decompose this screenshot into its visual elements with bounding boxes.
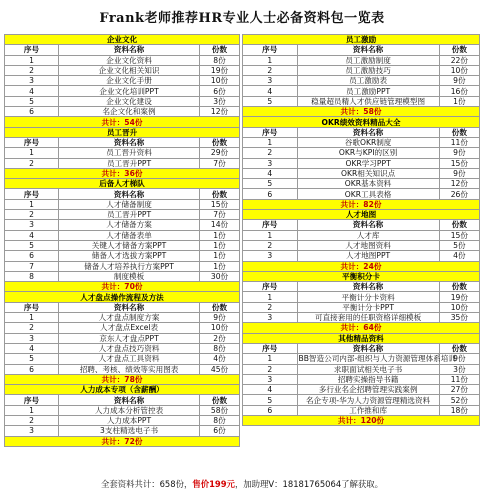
section-title: 其他精品资料 xyxy=(243,333,480,343)
row-count: 1份 xyxy=(200,230,240,240)
header-name: 资料名称 xyxy=(59,189,200,199)
row-count: 45份 xyxy=(200,364,240,374)
table-row xyxy=(5,240,240,250)
table-row xyxy=(243,292,480,302)
table-row xyxy=(5,271,240,281)
table-row xyxy=(5,261,240,271)
section-total-row xyxy=(5,436,240,446)
header-count: 份数 xyxy=(439,343,479,353)
section-title: 平衡积分卡 xyxy=(243,271,480,281)
row-index: 1 xyxy=(243,230,298,240)
section-total-row xyxy=(243,199,480,209)
row-index: 6 xyxy=(5,107,59,117)
row-index: 5 xyxy=(5,96,59,106)
row-count: 11份 xyxy=(439,137,479,147)
row-index: 2 xyxy=(5,210,59,220)
row-name: 企业文化培训PPT xyxy=(59,86,200,96)
row-index: 3 xyxy=(243,313,298,323)
table-row xyxy=(5,107,240,117)
column-header-row xyxy=(5,395,240,405)
row-name: OKR相关知识点 xyxy=(297,168,439,178)
header-name: 资料名称 xyxy=(59,395,200,405)
section-title: 企业文化 xyxy=(5,35,240,45)
right-sheet-table xyxy=(242,34,480,426)
row-index: 1 xyxy=(243,137,298,147)
row-index: 3 xyxy=(243,76,298,86)
row-name: 企业文化资料 xyxy=(59,55,200,65)
row-index: 5 xyxy=(243,96,298,106)
row-count: 9份 xyxy=(439,148,479,158)
section-title: 员工激励 xyxy=(243,35,480,45)
header-no: 序号 xyxy=(5,137,59,147)
row-count: 9份 xyxy=(200,313,240,323)
row-index: 3 xyxy=(243,251,298,261)
row-index: 4 xyxy=(243,385,298,395)
row-count: 8份 xyxy=(200,343,240,353)
row-name: 名企文化和案例 xyxy=(59,107,200,117)
row-name: 人才储备表单 xyxy=(59,230,200,240)
section-total-row xyxy=(5,282,240,292)
section-title-row xyxy=(243,117,480,127)
row-count: 10份 xyxy=(439,302,479,312)
table-row xyxy=(243,240,480,250)
table-row xyxy=(5,354,240,364)
header-no: 序号 xyxy=(243,282,298,292)
row-name: 人才地图资料 xyxy=(297,240,439,250)
row-index: 3 xyxy=(5,76,59,86)
row-name: 员工激励PPT xyxy=(297,86,439,96)
footer-suffix: ，加助理V：18181765064了解获取。 xyxy=(234,479,384,489)
section-total-row xyxy=(5,117,240,127)
footer-summary xyxy=(0,474,484,494)
row-count: 11份 xyxy=(439,374,479,384)
column-header-row xyxy=(5,302,240,312)
row-index: 1 xyxy=(243,292,298,302)
table-row xyxy=(243,395,480,405)
section-title-row xyxy=(5,35,240,45)
row-index: 4 xyxy=(5,343,59,353)
column-header-row xyxy=(5,189,240,199)
section-title: 后备人才梯队 xyxy=(5,179,240,189)
header-count: 份数 xyxy=(439,45,479,55)
row-index: 2 xyxy=(243,65,298,75)
header-count: 份数 xyxy=(439,282,479,292)
row-count: 10份 xyxy=(439,65,479,75)
row-name: 谷歌OKR制度 xyxy=(297,137,439,147)
header-name: 资料名称 xyxy=(59,137,200,147)
header-count: 份数 xyxy=(200,302,240,312)
row-index: 4 xyxy=(243,168,298,178)
row-count: 15份 xyxy=(200,199,240,209)
row-index: 4 xyxy=(243,86,298,96)
section-total: 共计：58份 xyxy=(243,107,480,117)
row-name: 人才盘点制度方案 xyxy=(59,313,200,323)
row-index: 7 xyxy=(5,261,59,271)
row-count: 27份 xyxy=(439,385,479,395)
row-count: 10份 xyxy=(200,323,240,333)
header-no: 序号 xyxy=(5,302,59,312)
row-count: 14份 xyxy=(200,220,240,230)
row-index: 3 xyxy=(243,374,298,384)
row-index: 2 xyxy=(5,415,59,425)
row-count: 26份 xyxy=(439,189,479,199)
section-title-row xyxy=(243,333,480,343)
footer-prefix: 全套资料共计：658份， xyxy=(100,479,193,489)
header-name: 资料名称 xyxy=(297,343,439,353)
table-row xyxy=(5,158,240,168)
row-index: 2 xyxy=(243,240,298,250)
row-count: 9份 xyxy=(439,354,479,364)
row-count: 15份 xyxy=(439,158,479,168)
footer-price: 售价199元 xyxy=(192,479,235,489)
row-count: 12份 xyxy=(439,179,479,189)
row-name: 储备人才培养执行方案PPT xyxy=(59,261,200,271)
row-index: 5 xyxy=(5,240,59,250)
row-name: 员工激励表 xyxy=(297,76,439,86)
header-name: 资料名称 xyxy=(297,220,439,230)
row-index: 2 xyxy=(5,323,59,333)
row-name: 平衡计分卡PPT xyxy=(297,302,439,312)
row-index: 6 xyxy=(243,189,298,199)
row-count: 19份 xyxy=(200,65,240,75)
row-index: 1 xyxy=(5,199,59,209)
row-count: 6份 xyxy=(200,86,240,96)
header-name: 资料名称 xyxy=(59,302,200,312)
section-total-row xyxy=(5,168,240,178)
column-header-row xyxy=(5,45,240,55)
row-index: 2 xyxy=(243,148,298,158)
table-row xyxy=(5,323,240,333)
header-count: 份数 xyxy=(439,127,479,137)
table-row xyxy=(243,374,480,384)
header-count: 份数 xyxy=(200,395,240,405)
page-title: Frank老师推荐HR专业人士必备资料包一览表 xyxy=(99,11,385,26)
row-count: 7份 xyxy=(200,158,240,168)
row-count: 58份 xyxy=(200,405,240,415)
header-count: 份数 xyxy=(439,220,479,230)
section-total: 共计：70份 xyxy=(5,282,240,292)
header-count: 份数 xyxy=(200,189,240,199)
table-row xyxy=(5,364,240,374)
row-count: 35份 xyxy=(439,313,479,323)
row-name: 京东人才盘点PPT xyxy=(59,333,200,343)
column-header-row xyxy=(243,220,480,230)
row-name: 招聘实操指导书籍 xyxy=(297,374,439,384)
table-row xyxy=(243,86,480,96)
section-total-row xyxy=(243,323,480,333)
row-name: OKR基本资料 xyxy=(297,179,439,189)
header-no: 序号 xyxy=(243,45,298,55)
header-no: 序号 xyxy=(5,189,59,199)
section-title-row xyxy=(243,210,480,220)
table-row xyxy=(5,148,240,158)
row-count: 8份 xyxy=(200,415,240,425)
row-index: 4 xyxy=(5,230,59,240)
section-title-row xyxy=(5,127,240,137)
section-total: 共计：82份 xyxy=(243,199,480,209)
row-index: 5 xyxy=(5,354,59,364)
section-total-row xyxy=(243,261,480,271)
row-name: 平衡计分卡资料 xyxy=(297,292,439,302)
right-column xyxy=(242,34,480,426)
row-count: 22份 xyxy=(439,55,479,65)
row-count: 18份 xyxy=(439,405,479,415)
header-name: 资料名称 xyxy=(297,45,439,55)
table-row xyxy=(243,76,480,86)
section-title-row xyxy=(5,292,240,302)
row-index: 4 xyxy=(5,86,59,96)
table-row xyxy=(243,96,480,106)
table-row xyxy=(243,313,480,323)
section-title: OKR绩效资料精品大全 xyxy=(243,117,480,127)
row-index: 1 xyxy=(5,148,59,158)
row-count: 15份 xyxy=(439,230,479,240)
row-index: 1 xyxy=(5,55,59,65)
section-total: 共计：120份 xyxy=(243,415,480,425)
section-total: 共计：54份 xyxy=(5,117,240,127)
row-name: 关键人才储备方案PPT xyxy=(59,240,200,250)
table-row xyxy=(5,405,240,415)
section-title: 人才地图 xyxy=(243,210,480,220)
row-index: 1 xyxy=(243,55,298,65)
header-no: 序号 xyxy=(5,395,59,405)
table-row xyxy=(5,65,240,75)
row-count: 1份 xyxy=(200,261,240,271)
column-header-row xyxy=(243,282,480,292)
row-count: 19份 xyxy=(439,292,479,302)
section-total: 共计：36份 xyxy=(5,168,240,178)
table-row xyxy=(243,189,480,199)
row-count: 29份 xyxy=(200,148,240,158)
header-no: 序号 xyxy=(243,343,298,353)
row-count: 1份 xyxy=(200,251,240,261)
table-row xyxy=(5,230,240,240)
row-name: 人力成本PPT xyxy=(59,415,200,425)
row-name: 可直接套用的任职资格详细模板 xyxy=(297,313,439,323)
table-row xyxy=(5,86,240,96)
row-count: 6份 xyxy=(200,426,240,436)
row-name: 多行业名企招聘管理实践案例 xyxy=(297,385,439,395)
table-row xyxy=(243,405,480,415)
table-row xyxy=(5,210,240,220)
row-name: 企业文化建设 xyxy=(59,96,200,106)
row-count: 1份 xyxy=(439,96,479,106)
header-no: 序号 xyxy=(243,127,298,137)
row-count: 9份 xyxy=(439,168,479,178)
section-title-row xyxy=(243,271,480,281)
row-index: 2 xyxy=(243,302,298,312)
table-row xyxy=(5,96,240,106)
table-row xyxy=(243,179,480,189)
row-count: 52份 xyxy=(439,395,479,405)
header-count: 份数 xyxy=(200,45,240,55)
row-name: 储备人才选拔方案PPT xyxy=(59,251,200,261)
row-count: 3份 xyxy=(200,96,240,106)
row-name: 3支柱精选电子书 xyxy=(59,426,200,436)
row-name: 工作推和库 xyxy=(297,405,439,415)
row-name: 人才盘点工具资料 xyxy=(59,354,200,364)
header-name: 资料名称 xyxy=(297,282,439,292)
row-name: 员工晋升PPT xyxy=(59,210,200,220)
section-total: 共计：64份 xyxy=(243,323,480,333)
column-header-row xyxy=(243,127,480,137)
column-header-row xyxy=(5,137,240,147)
row-index: 3 xyxy=(243,158,298,168)
row-count: 10份 xyxy=(200,76,240,86)
row-count: 16份 xyxy=(439,86,479,96)
row-name: 员工激励技巧 xyxy=(297,65,439,75)
row-index: 1 xyxy=(5,405,59,415)
table-row xyxy=(243,148,480,158)
table-row xyxy=(5,426,240,436)
row-name: 员工晋升资料 xyxy=(59,148,200,158)
row-name: 人才地图PPT xyxy=(297,251,439,261)
row-count: 5份 xyxy=(439,240,479,250)
table-row xyxy=(5,76,240,86)
section-title: 员工晋升 xyxy=(5,127,240,137)
table-row xyxy=(5,55,240,65)
header-no: 序号 xyxy=(243,220,298,230)
row-count: 1份 xyxy=(200,240,240,250)
row-index: 6 xyxy=(5,364,59,374)
section-total: 共计：72份 xyxy=(5,436,240,446)
table-row xyxy=(243,55,480,65)
table-row xyxy=(5,313,240,323)
row-index: 8 xyxy=(5,271,59,281)
section-total: 共计：78份 xyxy=(5,374,240,384)
section-total-row xyxy=(5,374,240,384)
row-index: 5 xyxy=(243,179,298,189)
row-count: 4份 xyxy=(200,354,240,364)
left-column xyxy=(4,34,240,447)
row-count: 8份 xyxy=(200,55,240,65)
table-row xyxy=(5,415,240,425)
section-title: 人才盘点操作流程及方法 xyxy=(5,292,240,302)
header-count: 份数 xyxy=(200,137,240,147)
row-index: 2 xyxy=(5,158,59,168)
row-count: 12份 xyxy=(200,107,240,117)
table-row xyxy=(243,230,480,240)
table-row xyxy=(5,251,240,261)
table-row xyxy=(5,333,240,343)
row-name: 人才储备方案 xyxy=(59,220,200,230)
row-name: 人才储备制度 xyxy=(59,199,200,209)
section-total-row xyxy=(243,107,480,117)
row-name: 求职面试相关电子书 xyxy=(297,364,439,374)
row-index: 5 xyxy=(243,395,298,405)
header-no: 序号 xyxy=(5,45,59,55)
header-name: 资料名称 xyxy=(59,45,200,55)
table-row xyxy=(5,199,240,209)
row-name: 企业文化手册 xyxy=(59,76,200,86)
row-count: 3份 xyxy=(439,364,479,374)
table-row xyxy=(243,354,480,364)
row-name: 人才盘点技巧资料 xyxy=(59,343,200,353)
table-row xyxy=(243,137,480,147)
table-row xyxy=(243,168,480,178)
row-name: 招聘、考核、绩效等实用图表 xyxy=(59,364,200,374)
table-row xyxy=(5,343,240,353)
row-index: 3 xyxy=(5,220,59,230)
table-row xyxy=(5,220,240,230)
row-name: 人才库 xyxy=(297,230,439,240)
table-row xyxy=(243,385,480,395)
section-title-row xyxy=(5,385,240,395)
section-total: 共计：24份 xyxy=(243,261,480,271)
row-index: 6 xyxy=(243,405,298,415)
row-count: 30份 xyxy=(200,271,240,281)
row-name: 人才盘点Excel表 xyxy=(59,323,200,333)
row-index: 2 xyxy=(5,65,59,75)
row-name: 企业文化相关知识 xyxy=(59,65,200,75)
section-total-row xyxy=(243,415,480,425)
left-sheet-table xyxy=(4,34,240,447)
table-row xyxy=(243,302,480,312)
section-title: 人力成本专项（含薪酬） xyxy=(5,385,240,395)
column-header-row xyxy=(243,45,480,55)
row-count: 9份 xyxy=(439,76,479,86)
row-index: 2 xyxy=(243,364,298,374)
section-title-row xyxy=(243,35,480,45)
table-row xyxy=(243,251,480,261)
row-index: 1 xyxy=(5,313,59,323)
row-name: 名企专项-华为人力资源管理精选资料 xyxy=(297,395,439,405)
row-count: 7份 xyxy=(200,210,240,220)
row-name: 人力成本分析管控表 xyxy=(59,405,200,415)
row-index: 6 xyxy=(5,251,59,261)
table-row xyxy=(243,364,480,374)
row-name: 制度模板 xyxy=(59,271,200,281)
row-count: 4份 xyxy=(439,251,479,261)
row-name: OKR工具表格 xyxy=(297,189,439,199)
table-row xyxy=(243,65,480,75)
row-name: OKR学习PPT xyxy=(297,158,439,168)
row-name: 员工激励制度 xyxy=(297,55,439,65)
row-name: 员工晋升PPT xyxy=(59,158,200,168)
row-name: OKR与KPI的区别 xyxy=(297,148,439,158)
row-count: 2份 xyxy=(200,333,240,343)
table-row xyxy=(243,158,480,168)
row-index: 3 xyxy=(5,333,59,343)
row-index: 3 xyxy=(5,426,59,436)
column-header-row xyxy=(243,343,480,353)
header-name: 资料名称 xyxy=(297,127,439,137)
row-name: BB智造公司内部-组织与人力资源管理体系培训 xyxy=(298,354,456,364)
row-name: 稳量超员精人才供应链管理模型图 xyxy=(297,96,439,106)
row-index: 1 xyxy=(243,354,298,364)
section-title-row xyxy=(5,179,240,189)
